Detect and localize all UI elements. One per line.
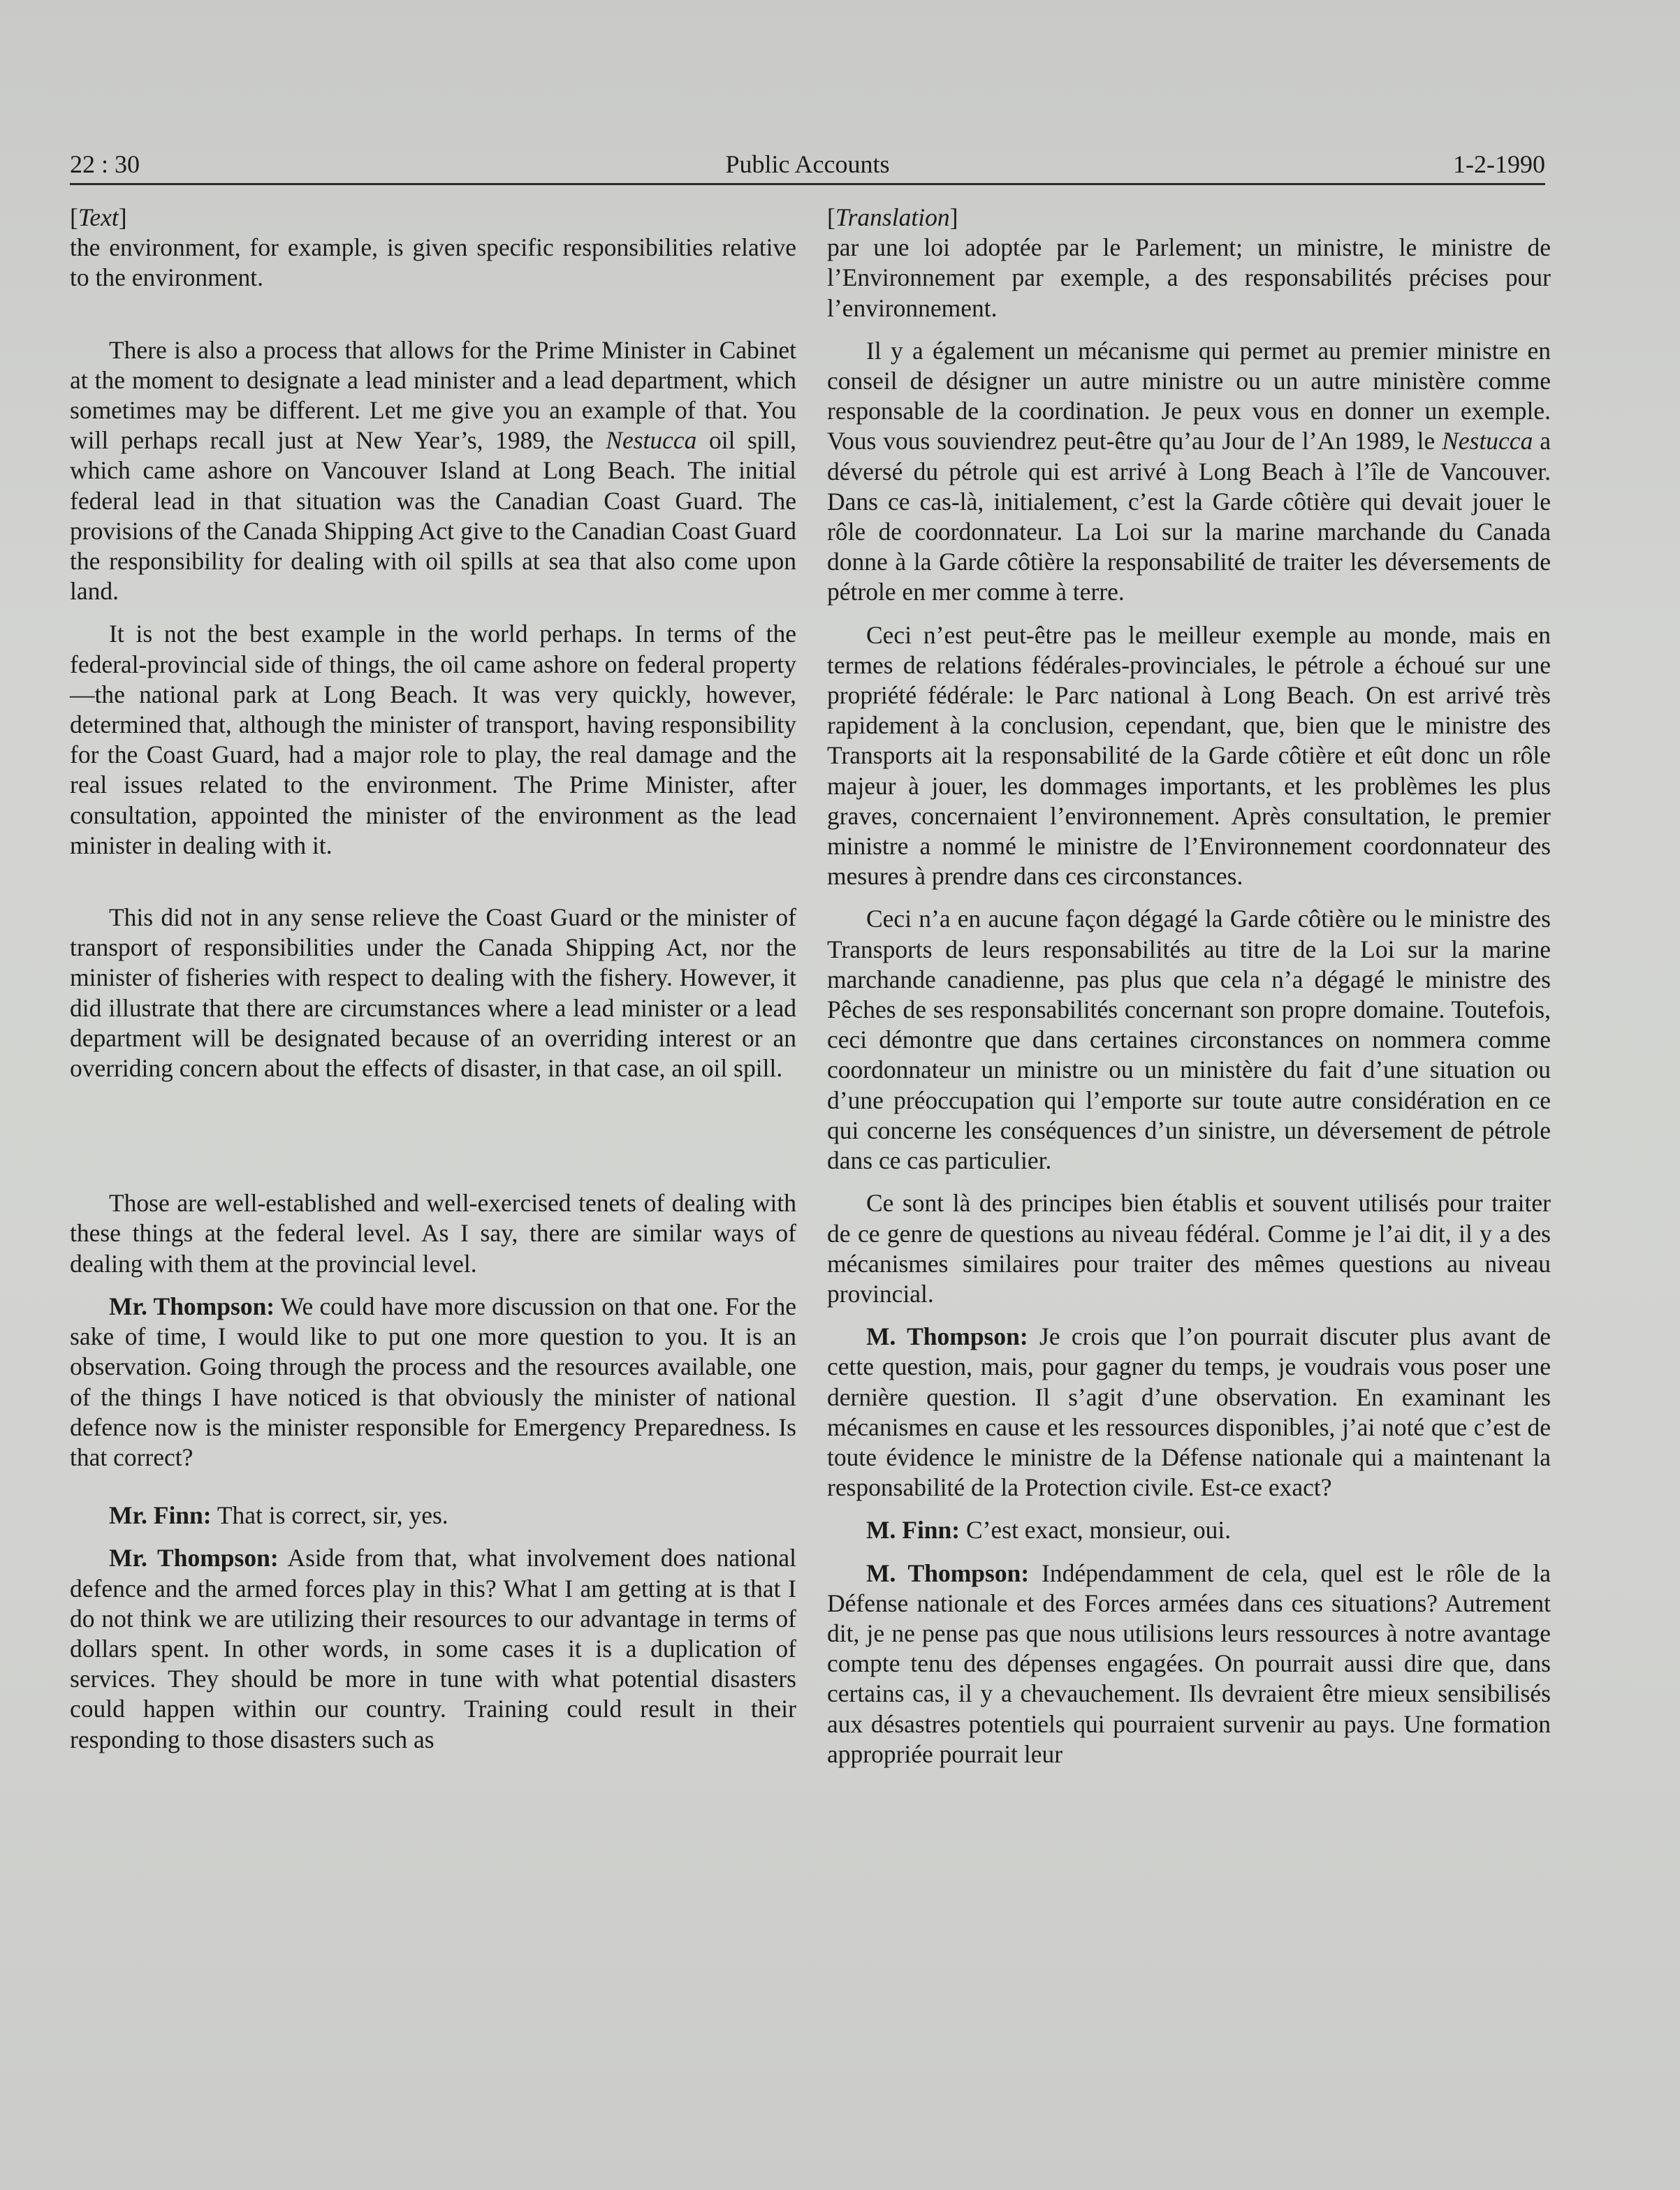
paragraph: This did not in any sense relieve the Coast Guard or the minister of transport of responsibilities under the Canada Shipping Act, nor the minister of fisheries with respect to dealing with the fishery. However, it did illustrate that there are circumstances where a lead minister or a lead department will be designated because of an overriding interest or an overriding concern about the effects of disaster, in that case, an oil spill. [70, 903, 796, 1083]
paragraph [70, 335, 796, 607]
speech-text: We could have more discussion on that one. For the sake of time, I would like to put one more question to you. It is an observation. Going through the process and the resources available, one of the things I have noticed is that obviously the minister of national defence now is the minister responsible for Emergency Preparedness. Is that correct? [70, 1292, 796, 1471]
speaker-paragraph [827, 1515, 1551, 1545]
speaker-paragraph [827, 1558, 1551, 1769]
paragraph: Ceci n’est peut-être pas le meilleur exemple au monde, mais en termes de relations fédérales-provinciales, le pétrole a échoué sur une propriété fédérale: le Parc national à Long Beach. On est arrivé très rapidement à la conclusion, cependant, que, bien que le ministre des Transports ait la responsabilité de la Garde côtière et eût donc un rôle majeur à jouer, les dommages importants, et les problèmes les plus graves, concernaient l’environnement. Après consultation, le premier ministre a nommé le ministre de l’Environnement coordonnateur des mesures à prendre dans ces circonstances. [827, 620, 1551, 891]
paragraph: par une loi adoptée par le Parlement; un ministre, le ministre de l’Environnement par exemple, a des responsabilités précises pour l’environnement. [827, 233, 1551, 322]
paragraph-text: a déversé du pétrole qui est arrivé à Long Beach à l’île de Vancouver. Dans ce cas-là, initialement, c’est la Garde côtière qui devait jouer le rôle de coordonnateur. La Loi sur la marine marchande du Canada donne à la Garde côtière la responsabilité de traiter les déversements de pétrole en mer comme à terre. [827, 427, 1551, 606]
column-tag: [Translation] [827, 203, 958, 231]
header-rule [70, 183, 1545, 185]
paragraph: Ce sont là des principes bien établis et souvent utilisés pour traiter de ce genre de questions au niveau fédéral. Comme je l’ai dit, il y a des mécanismes similaires pour traiter des mêmes questions au niveau provincial. [827, 1189, 1551, 1308]
paragraph: Those are well-established and well-exercised tenets of dealing with these things at the federal level. As I say, there are similar ways of dealing with them at the provincial level. [70, 1189, 796, 1278]
speech-text: Aside from that, what involvement does national defence and the armed forces play in this? What I am getting at is that I do not think we are utilizing their resources to our advantage in terms of dollars spent. In other words, in some cases it is a duplication of services. They should be more in tune with what potential disasters could happen within our country. Training could result in their responding to those disasters such as [70, 1544, 796, 1753]
speaker-name: Mr. Thompson: [109, 1544, 279, 1572]
speaker-name: M. Finn: [866, 1516, 960, 1545]
speaker-paragraph [70, 1543, 796, 1754]
speaker-paragraph [70, 1501, 796, 1531]
page-number: 22 : 30 [70, 150, 140, 178]
english-column [70, 203, 796, 1755]
paragraph: the environment, for example, is given specific responsibilities relative to the environment. [70, 233, 796, 292]
speech-text: That is correct, sir, yes. [211, 1501, 448, 1530]
paragraph-text: oil spill, which came ashore on Vancouver Island at Long Beach. The initial federal lead in that situation was the Canadian Coast Guard. The provisions of the Canada Shipping Act give to the Canadian Coast Guard the responsibility for dealing with oil spills at sea that also come upon land. [70, 426, 796, 606]
speech-text: C’est exact, monsieur, oui. [960, 1516, 1232, 1545]
paragraph [827, 336, 1551, 608]
column-tag: [Text] [70, 203, 127, 231]
speaker-name: M. Thompson: [866, 1322, 1028, 1351]
ship-name: Nestucca [1442, 427, 1533, 455]
header-date: 1-2-1990 [1453, 150, 1545, 178]
speaker-name: Mr. Thompson: [109, 1292, 275, 1320]
speaker-paragraph [827, 1322, 1551, 1503]
paragraph: It is not the best example in the world perhaps. In terms of the federal-provincial side of things, the oil came ashore on federal property—the national park at Long Beach. It was very quickly, however, determined that, although the minister of transport, having responsibility for the Coast Guard, had a major role to play, the real damage and the real issues related to the environment. The Prime Minister, after consultation, appointed the minister of the environment as the lead minister in dealing with it. [70, 620, 796, 859]
speaker-name: Mr. Finn: [109, 1501, 212, 1530]
speaker-name: M. Thompson: [866, 1558, 1030, 1587]
speech-text: Je crois que l’on pourrait discuter plus avant de cette question, mais, pour gagner du temps, je voudrais vous poser une dernière question. Il s’agit d’une observation. En examinant les mécanismes en cause et les ressources disponibles, j’ai noté que c’est de toute évidence le ministre de la Défense nationale qui a maintenant la responsabilité de la Protection civile. Est-ce exact? [827, 1322, 1551, 1502]
tag-label: Text [78, 203, 119, 231]
page-header [70, 147, 1545, 182]
french-column [827, 203, 1551, 1769]
tag-label: Translation [835, 203, 950, 231]
paragraph: Ceci n’a en aucune façon dégagé la Garde côtière ou le ministre des Transports de leurs responsabilités au titre de la Loi sur la marine marchande canadienne, pas plus que cela n’a dégagé le ministre des Pêches de ses responsabilités concernant son propre domaine. Toutefois, ceci démontre que dans certaines circonstances on nommera comme coordonnateur un ministre ou un ministère du fait d’une situation ou d’une préoccupation qui l’emporte sur toute autre considération en ce qui concerne les conséquences d’un sinistre, un déversement de pétrole dans ce cas particulier. [827, 905, 1551, 1175]
paragraph-text: There is also a process that allows for the Prime Minister in Cabinet at the moment to designate a lead minister and a lead department, which sometimes may be different. Let me give you an example of that. You will perhaps recall just at New Year’s, 1989, the [70, 335, 796, 455]
speaker-paragraph [70, 1292, 796, 1473]
speech-text: Indépendamment de cela, quel est le rôle de la Défense nationale et des Forces armées dans ces situations? Autrement dit, je ne pense pas que nous utilisions leurs ressources à notre avantage compte tenu des dépenses engagées. On pourrait aussi dire que, dans certains cas, il y a chevauchement. Ils devraient être mieux sensibilisés aux désastres potentiels qui pourraient survenir au pays. Une formation appropriée pourrait leur [827, 1558, 1551, 1768]
ship-name: Nestucca [606, 426, 697, 455]
running-title: Public Accounts [725, 150, 890, 178]
paragraph-text: Il y a également un mécanisme qui permet au premier ministre en conseil de désigner un autre ministre ou un autre ministère comme responsable de la coordination. Je peux vous en donner un exemple. Vous vous souviendrez peut-être qu’au Jour de l’An 1989, le [827, 336, 1551, 455]
